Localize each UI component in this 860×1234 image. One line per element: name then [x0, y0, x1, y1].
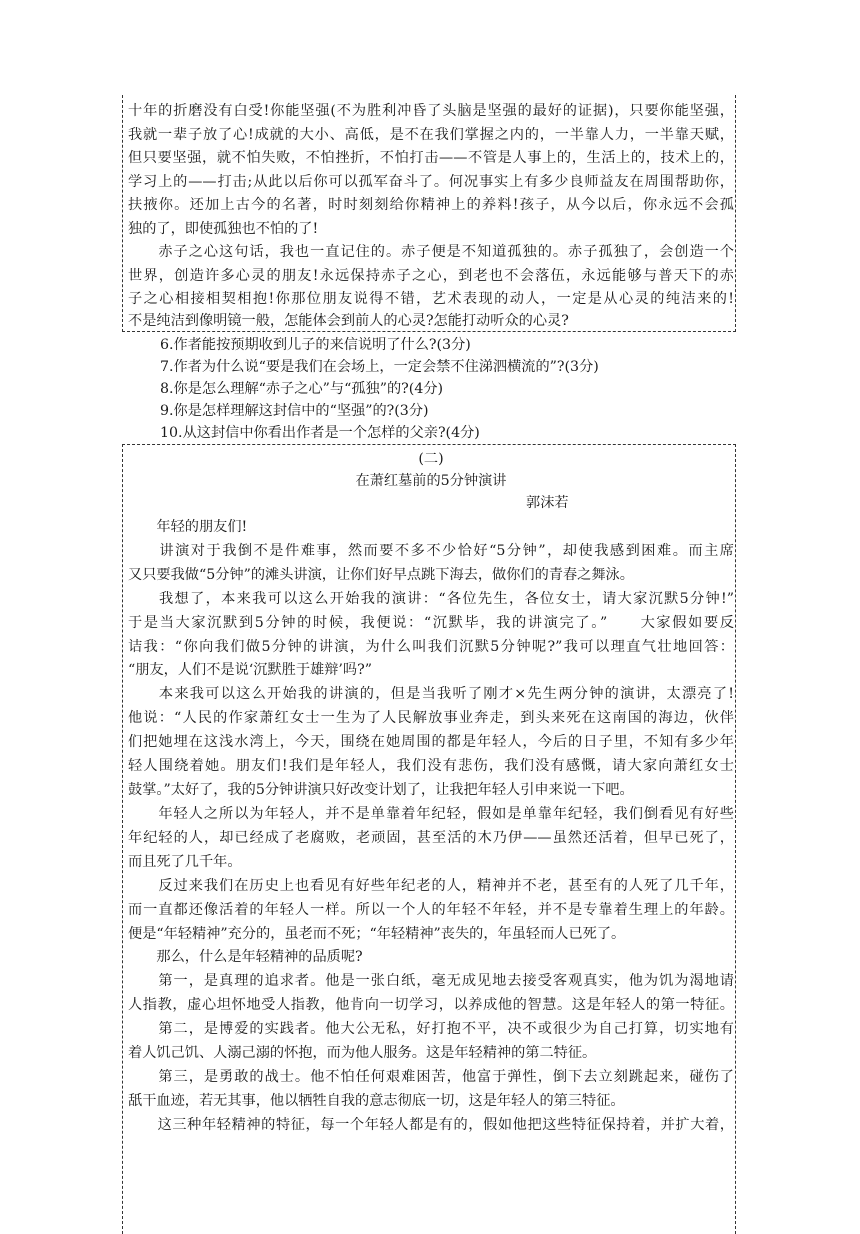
text-line: 而一直都还像活着的年轻人一样。所以一个人的年轻不年轻，并不是专靠着生理上的年龄。: [128, 902, 734, 918]
text-line: 年轻人之所以为年轻人，并不是单靠着年纪轻，假如是单靠年纪轻，我们倒看见有好些: [128, 806, 734, 822]
text-line: 我就一辈子放了心!成就的大小、高低，是不在我们掌握之内的，一半靠人力，一半靠天赋，: [128, 127, 734, 143]
text-line: 舐干血迹，若无其事，他以牺牲自我的意志彻底一切，这是年轻人的第三特征。: [128, 1093, 625, 1109]
text-line: 讲演对于我倒不是件难事，然而要不多不少恰好“5分钟”，却使我感到困难。而主席: [128, 543, 734, 559]
text-line: 世界，创造许多心灵的朋友!永远保持赤子之心，到老也不会落伍，永远能够与普天下的赤: [128, 268, 734, 284]
text-line: 于是当大家沉默到5分钟的时候，我便说：“沉默毕，我的讲演完了。” 大家假如要反: [128, 615, 734, 631]
text-line: 年轻的朋友们!: [128, 519, 248, 535]
text-line: 反过来我们在历史上也看见有好些年纪老的人，精神并不老，甚至有的人死了几千年，: [128, 878, 734, 894]
text-line: 轻人围绕着她。朋友们!我们是年轻人，我们没有悲伤，我们没有感慨，请大家向萧红女士: [128, 758, 734, 774]
text-line: 那么，什么是年轻精神的品质呢?: [128, 949, 363, 965]
text-line: 又只要我做“5分钟”的滩头讲演，让你们好早点跳下海去，做你们的青春之舞泳。: [128, 567, 634, 583]
text-line: 但只要坚强，就不怕失败，不怕挫折，不怕打击——不管是人事上的，生活上的，技术上的，: [128, 150, 734, 166]
text-line: 第二，是博爱的实践者。他大公无私，好打抱不平，决不或很少为自己打算，切实地有: [128, 1021, 734, 1037]
passage-author: 郭沫若: [526, 495, 569, 511]
text-line: 这三种年轻精神的特征，每一个年轻人都是有的，假如他把这些特征保持着，并扩大着，: [128, 1117, 734, 1133]
text-line: 人指教，虚心坦怀地受人指教，他肯向一切学习，以养成他的智慧。这是年轻人的第一特征。: [128, 997, 734, 1013]
text-line: 我想了，本来我可以这么开始我的演讲：“各位先生，各位女士，请大家沉默5分钟!”: [128, 591, 734, 607]
text-line: 学习上的——打击;从此以后你可以孤军奋斗了。何况事实上有多少良师益友在周围帮助你，: [128, 174, 734, 190]
text-line: 本来我可以这么开始我的讲演的，但是当我听了刚才×先生两分钟的演讲，太漂亮了!: [128, 686, 734, 702]
text-line: 第一，是真理的追求者。他是一张白纸，毫无成见地去接受客观真实，他为饥为渴地请: [128, 973, 734, 989]
question-7: 7.作者为什么说“要是我们在会场上，一定会禁不住涕泗横流的”?(3分): [160, 359, 599, 375]
text-line: 扶掖你。还加上古今的名著，时时刻刻给你精神上的养料!孩子，从今以后，你永远不会孤: [128, 197, 734, 213]
text-line: 鼓掌。”太好了，我的5分钟讲演只好改变计划了，让我把年轻人引申来说一下吧。: [128, 782, 634, 798]
text-line: 们把她埋在这浅水湾上，今天，围绕在她周围的都是年轻人，今后的日子里，不知有多少年: [128, 734, 734, 750]
question-8: 8.你是怎么理解“赤子之心”与“孤独”的?(4分): [160, 381, 444, 397]
text-line: 着人饥己饥、人溺己溺的怀抱，而为他人服务。这是年轻精神的第二特征。: [128, 1045, 597, 1061]
section-number: (二): [418, 451, 444, 467]
text-line: 第三，是勇敢的战士。他不怕任何艰难困苦，他富于弹性，倒下去立刻跳起来，碰伤了: [128, 1069, 734, 1085]
passage-title: 在萧红墓前的5分钟演讲: [355, 473, 507, 489]
text-line: 诘我：“你向我们做5分钟的讲演，为什么叫我们沉默5分钟呢?”我可以理直气壮地回答：: [128, 639, 734, 655]
text-line: 他说：“人民的作家萧红女士一生为了人民解放事业奔走，到头来死在这南国的海边，伙伴: [128, 710, 734, 726]
text-line: 子之心相接相契相抱!你那位朋友说得不错，艺术表现的动人，一定是从心灵的纯洁来的!: [128, 291, 734, 307]
question-10: 10.从这封信中你看出作者是一个怎样的父亲?(4分): [160, 425, 480, 441]
text-line: 年纪轻的人，却已经成了老腐败，老顽固，甚至活的木乃伊——虽然还活着，但早已死了，: [128, 830, 734, 846]
text-line: 十年的折磨没有白受!你能坚强(不为胜利冲昏了头脑是坚强的最好的证据)，只要你能坚强，: [128, 103, 734, 119]
text-line: 赤子之心这句话，我也一直记住的。赤子便是不知道孤独的。赤子孤独了，会创造一个: [128, 244, 734, 260]
question-9: 9.你是怎样理解这封信中的“坚强”的?(3分): [160, 403, 429, 419]
text-line: 而且死了几千年。: [128, 854, 242, 870]
question-6: 6.作者能按预期收到儿子的来信说明了什么?(3分): [160, 337, 471, 353]
text-line: 独的了，即使孤独也不怕的了!: [128, 221, 319, 237]
text-line: “朋友，人们不是说‘沉默胜于雄辩’吗?”: [128, 662, 372, 678]
text-line: 不是纯洁到像明镜一般，怎能体会到前人的心灵?怎能打动听众的心灵?: [128, 313, 569, 329]
text-line: 便是“年轻精神”充分的，虽老而不死；“年轻精神”丧失的，年虽轻而人已死了。: [128, 926, 626, 942]
